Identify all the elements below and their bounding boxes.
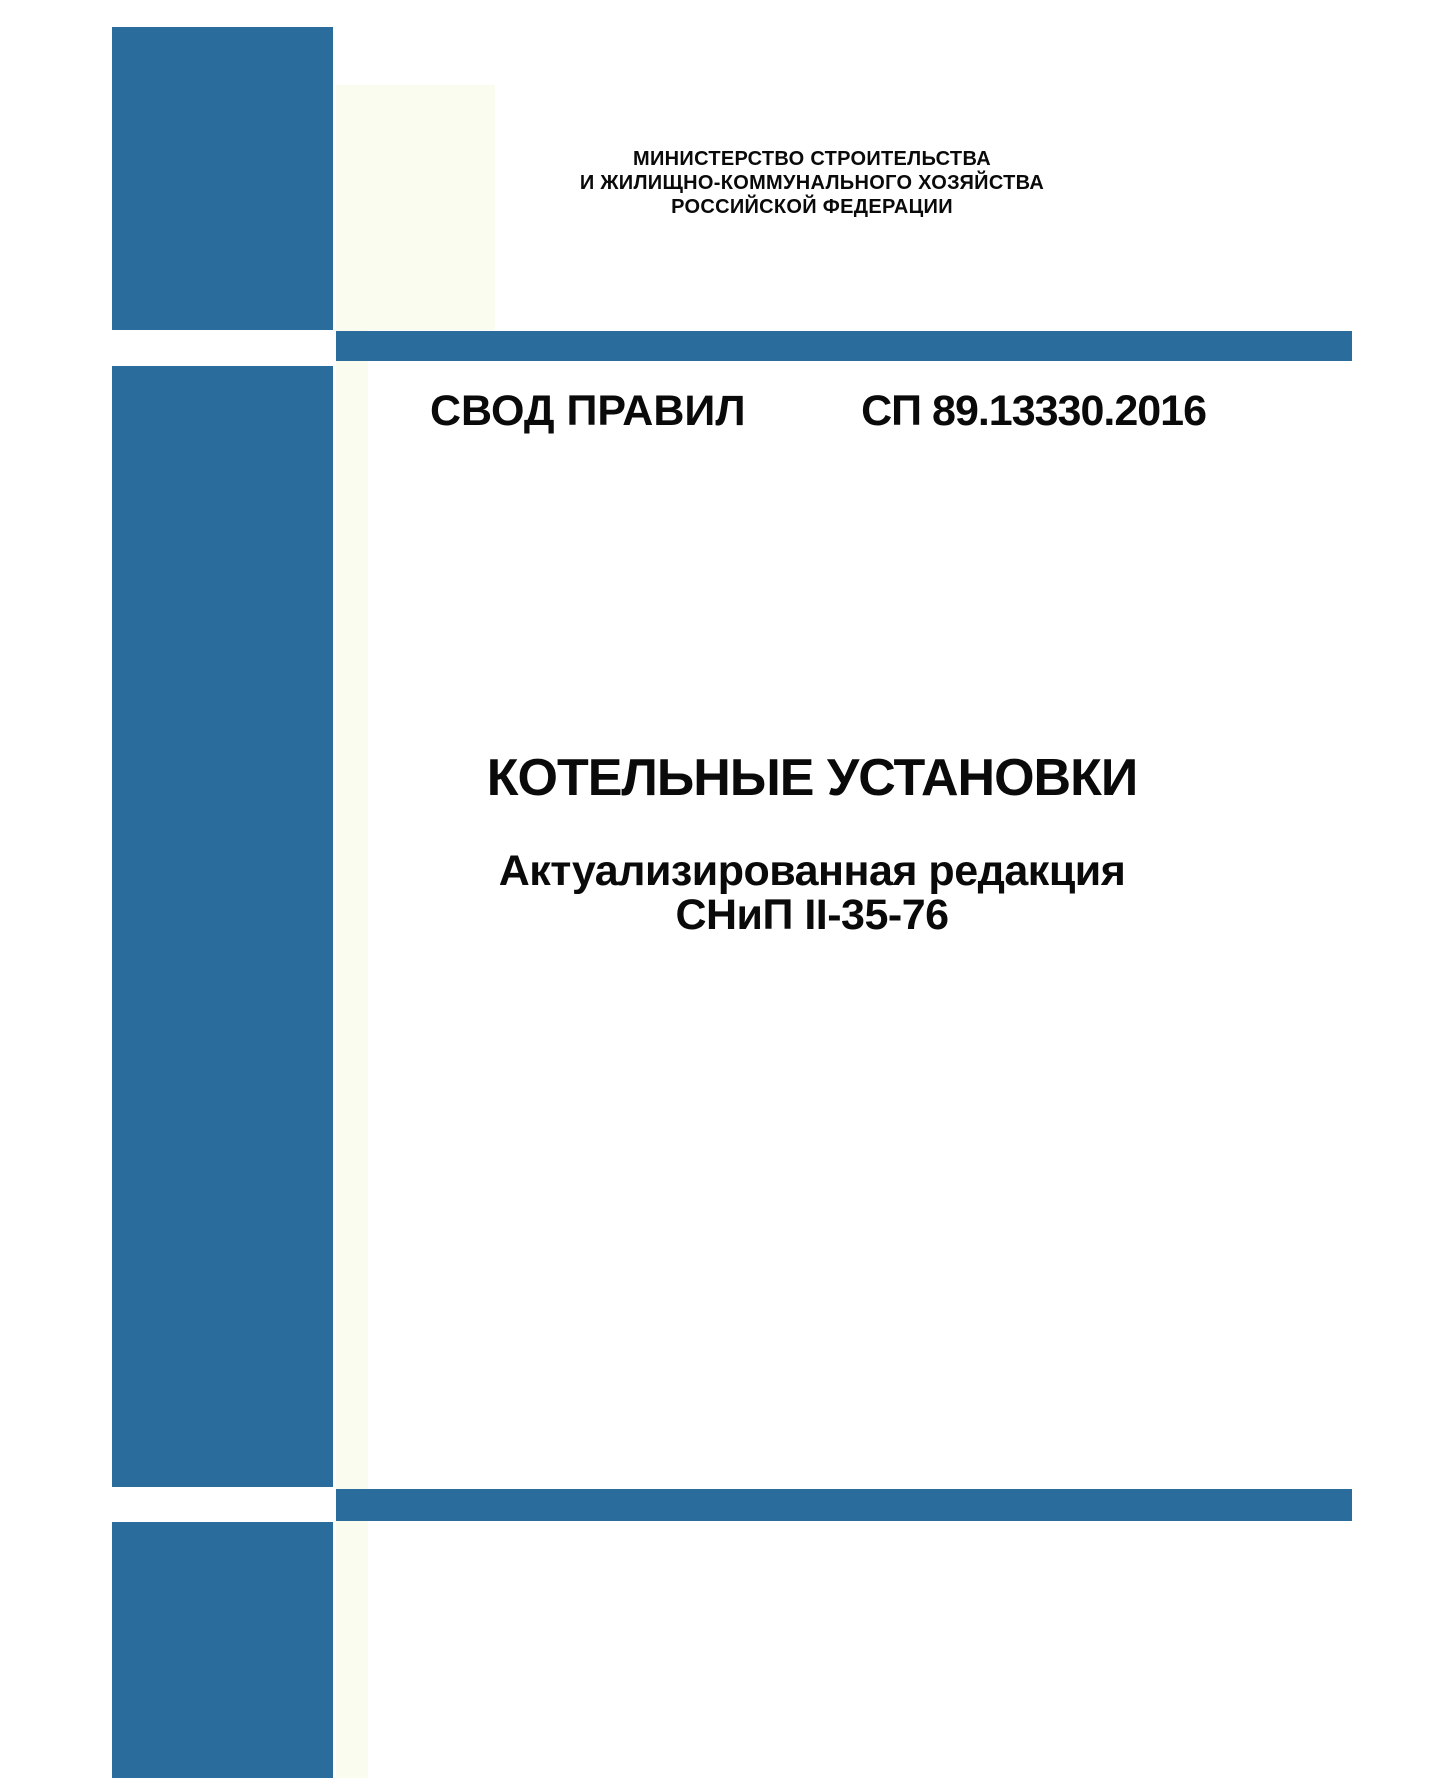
ministry-line-1: МИНИСТЕРСТВО СТРОИТЕЛЬСТВА bbox=[633, 148, 991, 170]
horizontal-bar-bottom bbox=[336, 1489, 1352, 1521]
subtitle-line-1: Актуализированная редакция bbox=[498, 847, 1126, 895]
left-column-segment-bottom bbox=[112, 1522, 333, 1778]
document-subtitle bbox=[183, 849, 1441, 937]
ministry-header bbox=[183, 147, 1441, 219]
rule-set-code: СП 89.13330.2016 bbox=[861, 387, 1206, 435]
horizontal-bar-top bbox=[336, 331, 1352, 361]
document-title: КОТЕЛЬНЫЕ УСТАНОВКИ bbox=[486, 749, 1138, 807]
rule-set-row bbox=[430, 387, 1206, 435]
paper-cream-strip bbox=[336, 330, 368, 1778]
rule-set-label: СВОД ПРАВИЛ bbox=[430, 387, 746, 435]
ministry-line-3: РОССИЙСКОЙ ФЕДЕРАЦИИ bbox=[671, 196, 953, 218]
ministry-line-2: И ЖИЛИЩНО-КОММУНАЛЬНОГО ХОЗЯЙСТВА bbox=[579, 172, 1045, 194]
subtitle-line-2: СНиП II-35-76 bbox=[675, 891, 949, 939]
